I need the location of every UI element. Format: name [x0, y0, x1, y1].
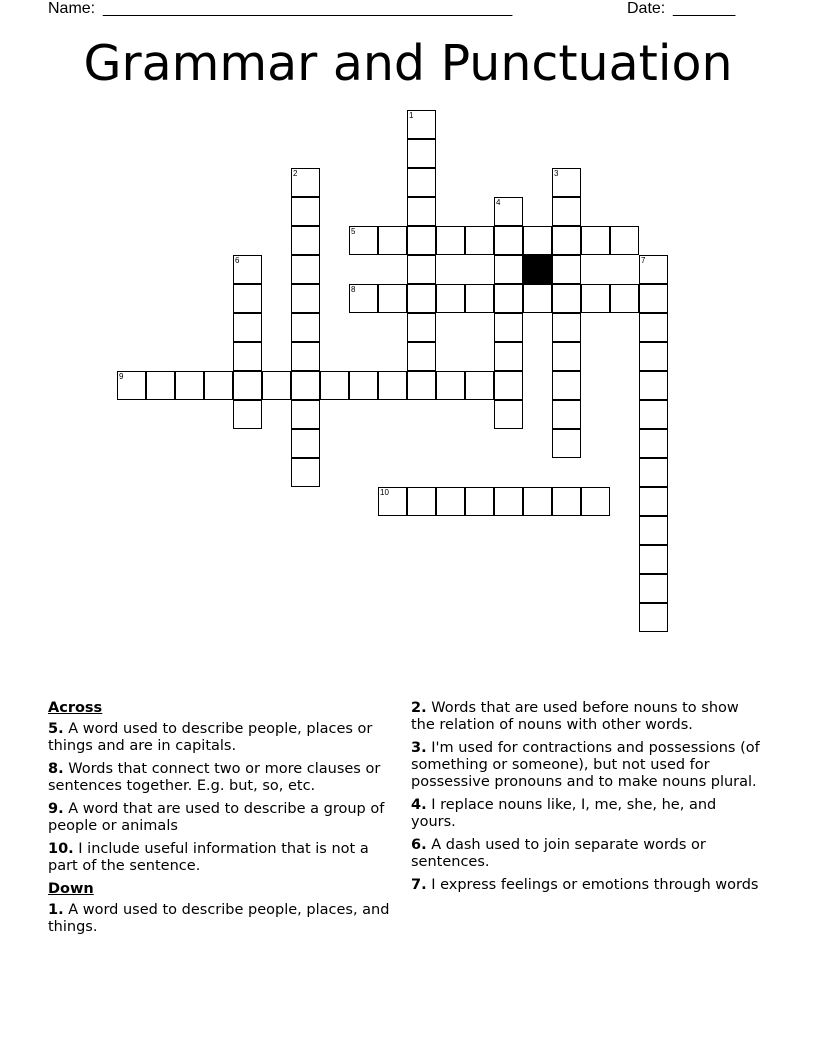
- grid-cell[interactable]: [233, 342, 262, 371]
- grid-cell[interactable]: [523, 226, 552, 255]
- grid-cell[interactable]: [494, 197, 523, 226]
- clue-down-6: 6. A dash used to join separate words or sentences.: [411, 837, 706, 870]
- grid-cell[interactable]: [552, 342, 581, 371]
- grid-cell[interactable]: [552, 284, 581, 313]
- grid-cell[interactable]: [436, 371, 465, 400]
- grid-cell[interactable]: [639, 545, 668, 574]
- date-label: Date:: [627, 0, 666, 17]
- grid-cell[interactable]: [146, 371, 175, 400]
- grid-cell[interactable]: [407, 139, 436, 168]
- grid-cell[interactable]: [639, 429, 668, 458]
- grid-cell[interactable]: [494, 313, 523, 342]
- grid-cell[interactable]: [639, 400, 668, 429]
- cell-number: 3: [554, 169, 559, 178]
- grid-cell[interactable]: [291, 458, 320, 487]
- grid-cell[interactable]: [233, 284, 262, 313]
- clue-down-3: 3. I'm used for contractions and possessions (of something or someone), but not used for possessive pronouns and to make nouns plural.: [411, 740, 760, 790]
- grid-cell[interactable]: [291, 197, 320, 226]
- grid-cell[interactable]: [436, 487, 465, 516]
- grid-cell[interactable]: [378, 487, 407, 516]
- grid-cell[interactable]: [552, 371, 581, 400]
- grid-cell[interactable]: [465, 226, 494, 255]
- cell-number: 5: [351, 227, 356, 236]
- clue-down-4: 4. I replace nouns like, I, me, she, he, and yours.: [411, 797, 717, 830]
- clues-right-column: [411, 700, 763, 900]
- grid-cell[interactable]: [204, 371, 233, 400]
- clue-down-1: 1. A word used to describe people, places, and things.: [48, 902, 390, 935]
- clue-down-2: 2. Words that are used before nouns to show the relation of nouns with other words.: [411, 700, 739, 733]
- grid-cell[interactable]: [523, 284, 552, 313]
- grid-cell[interactable]: [407, 226, 436, 255]
- grid-cell[interactable]: [262, 371, 291, 400]
- name-label: Name:: [48, 0, 96, 17]
- grid-cell[interactable]: [407, 342, 436, 371]
- grid-cell[interactable]: [552, 255, 581, 284]
- grid-cell[interactable]: [436, 226, 465, 255]
- grid-cell[interactable]: [291, 255, 320, 284]
- grid-cell[interactable]: [291, 429, 320, 458]
- clue-across-5: 5. A word used to describe people, places or things and are in capitals.: [48, 721, 373, 754]
- cell-number: 9: [119, 372, 124, 381]
- grid-cell[interactable]: [349, 284, 378, 313]
- clue-across-8: 8. Words that connect two or more clauses or sentences together. E.g. but, so, etc.: [48, 761, 381, 794]
- grid-cell[interactable]: [610, 226, 639, 255]
- cell-number: 1: [409, 111, 414, 120]
- grid-cell[interactable]: [494, 255, 523, 284]
- grid-cell[interactable]: [552, 313, 581, 342]
- grid-cell[interactable]: [349, 371, 378, 400]
- grid-cell[interactable]: [639, 284, 668, 313]
- grid-cell[interactable]: [291, 371, 320, 400]
- grid-cell[interactable]: [552, 168, 581, 197]
- grid-cell[interactable]: [552, 400, 581, 429]
- cell-number: 10: [380, 488, 389, 497]
- grid-cell[interactable]: [465, 284, 494, 313]
- grid-cell[interactable]: [494, 371, 523, 400]
- grid-cell[interactable]: [407, 313, 436, 342]
- grid-cell[interactable]: [639, 487, 668, 516]
- grid-cell[interactable]: [639, 574, 668, 603]
- grid-cell[interactable]: [494, 284, 523, 313]
- grid-cell[interactable]: [291, 342, 320, 371]
- grid-cell[interactable]: [117, 371, 146, 400]
- grid-cell[interactable]: [407, 110, 436, 139]
- grid-cell[interactable]: [407, 168, 436, 197]
- down-heading: Down: [48, 881, 94, 897]
- grid-cell[interactable]: [581, 284, 610, 313]
- grid-cell[interactable]: [436, 284, 465, 313]
- black-cell: [523, 255, 552, 284]
- grid-cell[interactable]: [291, 313, 320, 342]
- grid-cell[interactable]: [407, 284, 436, 313]
- grid-cell[interactable]: [291, 226, 320, 255]
- grid-cell[interactable]: [639, 516, 668, 545]
- clues-left-column: [48, 700, 400, 942]
- clue-across-9: 9. A word that are used to describe a group of people or animals: [48, 801, 385, 834]
- cell-number: 4: [496, 198, 501, 207]
- cell-number: 2: [293, 169, 298, 178]
- grid-cell[interactable]: [233, 371, 262, 400]
- grid-cell[interactable]: [465, 371, 494, 400]
- grid-cell[interactable]: [378, 226, 407, 255]
- grid-cell[interactable]: [639, 255, 668, 284]
- grid-cell[interactable]: [407, 371, 436, 400]
- grid-cell[interactable]: [407, 197, 436, 226]
- grid-cell[interactable]: [233, 255, 262, 284]
- across-heading: Across: [48, 700, 103, 716]
- grid-cell[interactable]: [639, 458, 668, 487]
- grid-cell[interactable]: [175, 371, 204, 400]
- clue-down-7: 7. I express feelings or emotions through words: [411, 877, 759, 893]
- grid-cell[interactable]: [320, 371, 349, 400]
- page-title: Grammar and Punctuation: [83, 35, 733, 92]
- clue-across-10: 10. I include useful information that is not a part of the sentence.: [48, 841, 369, 874]
- grid-cell[interactable]: [291, 168, 320, 197]
- grid-cell[interactable]: [349, 226, 378, 255]
- grid-cell[interactable]: [639, 371, 668, 400]
- grid-cell[interactable]: [639, 342, 668, 371]
- cell-number: 7: [641, 256, 646, 265]
- cell-number: 6: [235, 256, 240, 265]
- grid-cell[interactable]: [552, 429, 581, 458]
- grid-cell[interactable]: [639, 603, 668, 632]
- grid-cell[interactable]: [552, 197, 581, 226]
- grid-cell[interactable]: [494, 487, 523, 516]
- grid-cell[interactable]: [610, 284, 639, 313]
- grid-cell[interactable]: [494, 400, 523, 429]
- grid-cell[interactable]: [581, 226, 610, 255]
- name-field[interactable]: ______________________________________________: [103, 0, 513, 17]
- date-field[interactable]: _______: [673, 0, 736, 17]
- grid-cell[interactable]: [552, 487, 581, 516]
- cell-number: 8: [351, 285, 356, 294]
- grid-cell[interactable]: [291, 284, 320, 313]
- grid-cell[interactable]: [494, 226, 523, 255]
- grid-cell[interactable]: [233, 400, 262, 429]
- grid-cell[interactable]: [523, 487, 552, 516]
- grid-cell[interactable]: [378, 284, 407, 313]
- grid-cell[interactable]: [494, 342, 523, 371]
- grid-cell[interactable]: [407, 255, 436, 284]
- grid-cell[interactable]: [291, 400, 320, 429]
- grid-cell[interactable]: [639, 313, 668, 342]
- grid-cell[interactable]: [233, 313, 262, 342]
- grid-cell[interactable]: [407, 487, 436, 516]
- grid-cell[interactable]: [552, 226, 581, 255]
- grid-cell[interactable]: [378, 371, 407, 400]
- grid-cell[interactable]: [465, 487, 494, 516]
- grid-cell[interactable]: [581, 487, 610, 516]
